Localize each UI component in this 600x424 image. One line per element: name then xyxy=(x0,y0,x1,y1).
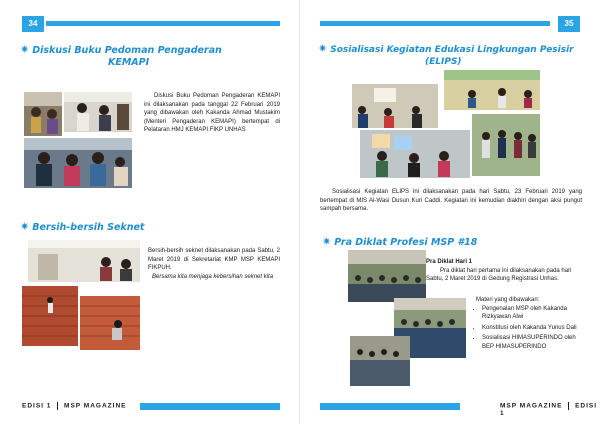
paragraph-bersih-text: Bersih-bersih seknet dilaksanakan pada Sabtu, 2 Maret 2019 di Sekretariat KMP MSP KEMAPI FIKPUH. xyxy=(148,248,280,272)
materi-item: • Konstitusi oleh Kakanda Yunus Dali xyxy=(482,324,586,333)
section-title-pra-diklat: ✷ Pra Diklat Profesi MSP #18 xyxy=(322,235,478,248)
paragraph-pra-diklat: Pra diklat hari pertama ini dilaksanakan pada hari Sabtu, 2 Maret 2019 di Gedung Registrasi Unhas. xyxy=(426,267,572,283)
star-icon: ✷ xyxy=(322,235,332,248)
photo-collage-diskusi xyxy=(22,90,134,190)
footer-right xyxy=(500,402,600,417)
paragraph-bersih xyxy=(148,247,280,281)
paragraph-diskusi: Diskusi Buku Pedoman Pengaderan KEMAPI ini dilaksanakan pada tanggal 22 Februari 2019 yang dibawakan oleh Kakanda Ahmad Mustakim (Menteri Pengaderan KEMAPI) bertempat di Pelataran HMJ KEMAPI FIKP UNHAS xyxy=(144,93,280,134)
photo-collage-elips xyxy=(352,70,542,180)
footer-divider xyxy=(568,402,569,410)
footer-left xyxy=(22,402,126,412)
section-title-diskusi: ✷ Diskusi Buku Pedoman Pengaderan xyxy=(20,43,222,56)
section-title-elips-line2: (ELIPS) xyxy=(425,57,462,67)
star-icon: ✷ xyxy=(20,220,30,233)
section-title-bersih: ✷ Bersih-bersih Seknet xyxy=(20,220,145,233)
top-accent-bar xyxy=(46,21,280,26)
footer-accent-bar xyxy=(320,403,460,410)
materi-item: • Pengenalan MSP oleh Kakanda Rizkyawan Alwi xyxy=(482,305,586,322)
footer-accent-bar xyxy=(140,403,280,410)
paragraph-elips: Sosialisasi Kegiatan ELIPS ini dilaksanakan pada hari Sabtu, 23 Februari 2019 yang bertempat di MIS Al-Wasi Dusun Kuri Caddi. Kegiatan ini kemudian diakhiri dengan aksi pungut sampah bersama. xyxy=(320,189,582,213)
section-title-diskusi-line2: KEMAPI xyxy=(108,57,150,68)
magazine-label: MSP MAGAZINE xyxy=(64,402,127,410)
text-pra-diklat xyxy=(426,258,586,284)
star-icon: ✷ xyxy=(318,42,328,55)
page-number: 34 xyxy=(22,16,44,32)
edition-label: EDISI 1 xyxy=(500,402,598,417)
top-accent-bar xyxy=(320,21,550,26)
section-title-elips: ✷ Sosialisasi Kegiatan Edukasi Lingkungan Pesisir xyxy=(318,42,574,55)
photo-collage-bersih xyxy=(22,240,140,364)
edition-label: EDISI 1 xyxy=(22,402,52,410)
materi-item: • Sosialisasi HIMASUPERINDO oleh BEP HIMASUPERINDO xyxy=(482,334,586,351)
subheading-pra-diklat: Pra Diklat Hari 1 xyxy=(426,259,473,265)
materi-heading: Materi yang dibawakan: xyxy=(476,297,540,303)
magazine-label: MSP MAGAZINE xyxy=(500,402,563,410)
right-page xyxy=(300,0,600,424)
page-number: 35 xyxy=(558,16,580,32)
materi-block xyxy=(474,296,586,354)
materi-list xyxy=(474,305,586,352)
footer-divider xyxy=(57,402,58,410)
caption-bersih: Bersama kita menjaga kebersihan seknet kita xyxy=(152,273,274,280)
star-icon: ✷ xyxy=(20,43,30,56)
